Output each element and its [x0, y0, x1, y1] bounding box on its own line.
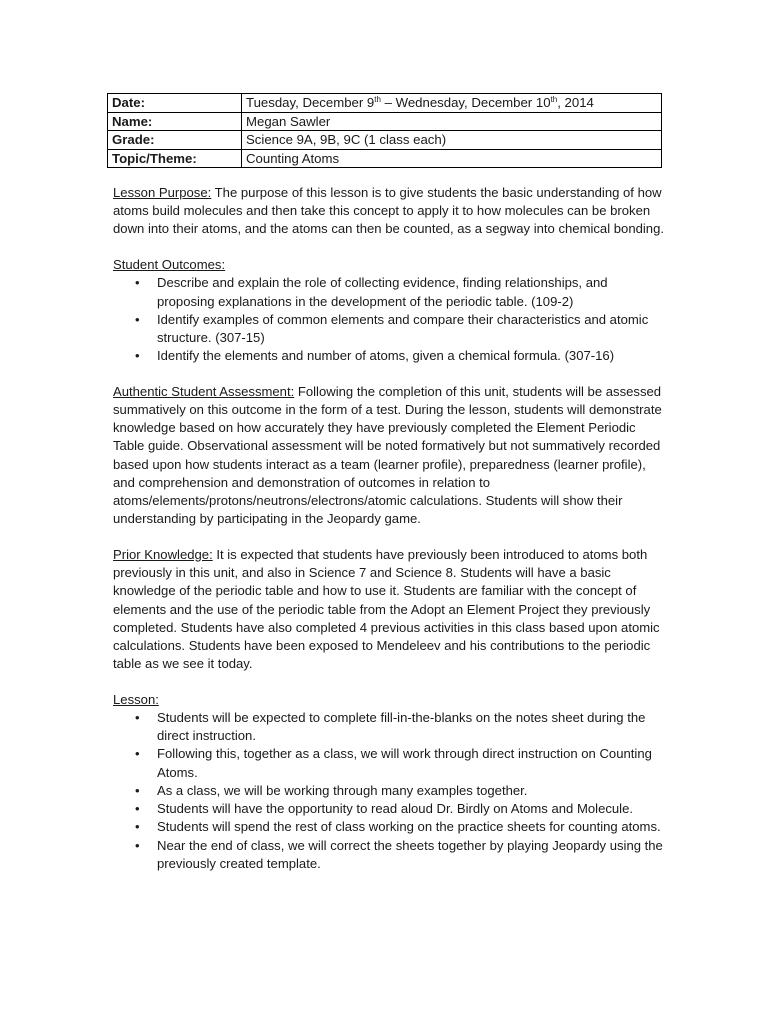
assessment-section: [113, 383, 668, 529]
list-item: • Students will have the opportunity to read aloud Dr. Birdly on Atoms and Molecule.: [113, 800, 668, 818]
list-item: • As a class, we will be working through many examples together.: [113, 782, 668, 800]
list-item: • Students will spend the rest of class working on the practice sheets for counting atoms.: [113, 818, 668, 836]
list-item: • Identify the elements and number of atoms, given a chemical formula. (307-16): [113, 347, 668, 365]
lesson-info-table: [107, 93, 662, 168]
student-outcomes-list: [113, 274, 668, 365]
list-item: • Students will be expected to complete fill-in-the-blanks on the notes sheet during the direct instruction.: [135, 710, 646, 744]
lesson-purpose-heading: Lesson Purpose:: [113, 185, 212, 200]
lesson-steps-list: [113, 709, 668, 873]
name-label: Name:: [108, 112, 242, 131]
bullet-icon: •: [135, 311, 140, 327]
bullet-icon: •: [135, 348, 140, 364]
assessment-paragraph: [113, 383, 668, 529]
student-outcomes-heading: Student Outcomes:: [113, 257, 226, 273]
date-row: [108, 94, 662, 113]
lesson-content: [113, 184, 668, 890]
list-item: • Near the end of class, we will correct the sheets together by playing Jeopardy using the previously created template.: [135, 837, 663, 871]
list-item: • Identify examples of common elements and compare their characteristics and atomic structure. (307-15): [135, 311, 649, 345]
bullet-icon: •: [135, 275, 140, 291]
bullet-icon: •: [135, 801, 140, 817]
prior-knowledge-paragraph: [113, 546, 668, 673]
date-value: Tuesday, December 9th – Wednesday, December 10th, 2014: [242, 94, 662, 113]
topic-label: Topic/Theme:: [108, 149, 242, 168]
date-label: Date:: [108, 94, 242, 113]
prior-knowledge-heading: Prior Knowledge:: [113, 546, 213, 562]
bullet-icon: •: [135, 746, 140, 762]
grade-row: [108, 131, 662, 150]
bullet-icon: •: [135, 782, 140, 798]
topic-row: [108, 149, 662, 168]
lesson-purpose-section: [113, 184, 668, 239]
bullet-icon: •: [135, 710, 140, 726]
lesson-purpose-text: The purpose of this lesson is to give students the basic understanding of how atoms build molecules and then take this concept to apply it to how molecules can be broken down into their atoms, and the atoms can then be counted, as a segway into chemical bonding.: [113, 185, 665, 237]
lesson-heading: Lesson:: [113, 691, 159, 707]
bullet-icon: •: [135, 837, 140, 853]
assessment-text: Following the completion of this unit, students will be assessed summatively on this outcome in the form of a test. During the lesson, students will demonstrate knowledge based on how accurately they have previously completed the Element Periodic Table guide. Observational assessment will be noted formatively but not summatively recorded based upon how students interact as a team (learner profile), preparedness (learner profile), and comprehension and demonstration of outcomes in relation to atoms/elements/protons/neutrons/electrons/atomic calculations. Students will show their understanding by participating in the Jeopardy game.: [113, 383, 662, 527]
prior-knowledge-section: [113, 546, 668, 673]
assessment-heading: Authentic Student Assessment:: [113, 383, 295, 399]
lesson-purpose-paragraph: [113, 184, 668, 239]
lesson-section: [113, 691, 668, 873]
list-item: • Following this, together as a class, we will work through direct instruction on Counting Atoms.: [135, 746, 652, 780]
grade-value: Science 9A, 9B, 9C (1 class each): [242, 131, 662, 150]
prior-knowledge-text: It is expected that students have previously been introduced to atoms both previously in this unit, and also in Science 7 and Science 8. Students will have a basic knowledge of the periodic table and how to use it. Students are familiar with the concept of elements and the use of the periodic table from the Adopt an Element Project they previously completed. Students have also completed 4 previous activities in this class based upon atomic calculations. Students have been exposed to Mendeleev and his contributions to the periodic table as we see it today.: [113, 546, 660, 672]
list-item: • Describe and explain the role of collecting evidence, finding relationships, and proposing explanations in the development of the periodic table. (109-2): [135, 275, 608, 309]
topic-value: Counting Atoms: [242, 149, 662, 168]
student-outcomes-section: [113, 256, 668, 365]
grade-label: Grade:: [108, 131, 242, 150]
name-row: [108, 112, 662, 131]
name-value: Megan Sawler: [242, 112, 662, 131]
bullet-icon: •: [135, 819, 140, 835]
